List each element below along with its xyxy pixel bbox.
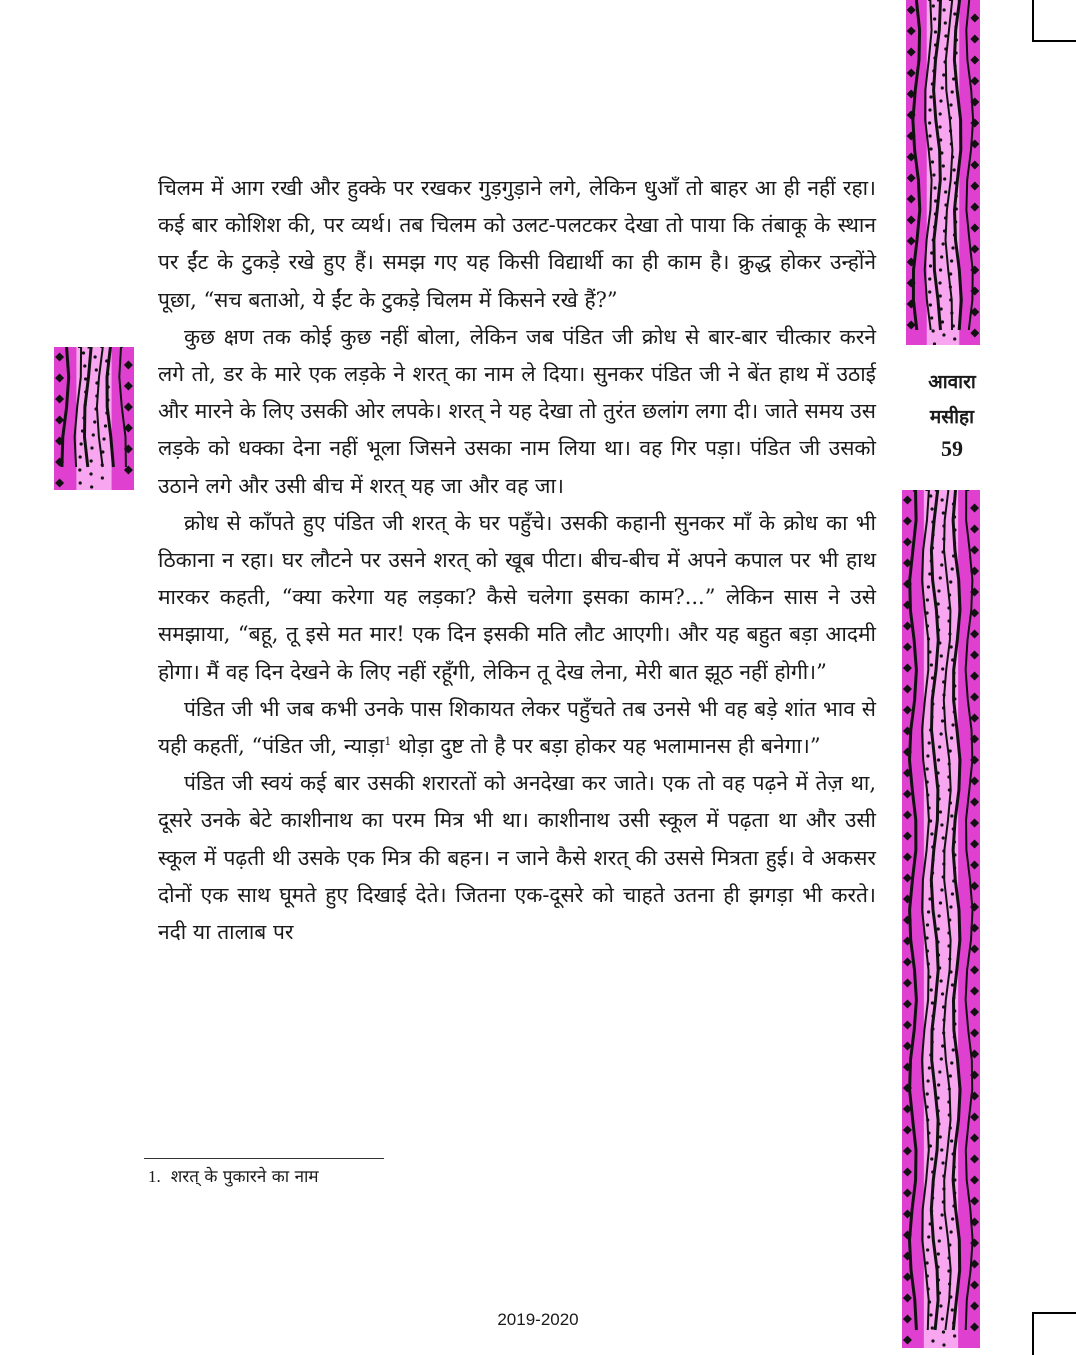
paragraph-4-part-1: पंडित जी भी जब कभी उनके पास शिकायत लेकर पहुँचते तब उनसे भी वह बड़े शांत भाव से यही कहतीं, “पंडित जी, न्याड़ा xyxy=(158,696,876,759)
footnote-divider xyxy=(144,1158,384,1159)
side-title-line1: आवारा xyxy=(928,371,976,393)
side-title-line2: मसीहा xyxy=(929,406,975,428)
page-number: 59 xyxy=(941,436,963,461)
decorative-strip-top-right xyxy=(906,0,980,345)
footnote-marker: 1 xyxy=(384,735,392,749)
year-label: 2019-2020 xyxy=(497,1310,579,1329)
paragraph-4 xyxy=(158,691,876,765)
paragraph-2: कुछ क्षण तक कोई कुछ नहीं बोला, लेकिन जब पंडित जी क्रोध से बार-बार चीत्कार करने लगे तो, डर के मारे एक लड़के ने शरत् का नाम ले दिया। सुनकर पंडित जी ने बेंत हाथ में उठाई और मारने के लिए उसकी ओर लपके। शरत् ने यह देखा तो तुरंत छलांग लगा दी। जाते समय उस लड़के को धक्का देना नहीं भूला जिसने उसका नाम लिया था। वह गिर पड़ा। पंडित जी उसको उठाने लगे और उसी बीच में शरत् यह जा और वह जा। xyxy=(158,324,876,498)
crop-mark-top-vertical xyxy=(1032,0,1034,42)
footnote-text: शरत् के पुकारने का नाम xyxy=(170,1167,319,1187)
paragraph-3: क्रोध से काँपते हुए पंडित जी शरत् के घर पहुँचे। उसकी कहानी सुनकर माँ के क्रोध का भी ठिकाना न रहा। घर लौटने पर उसने शरत् को खूब पीटा। बीच-बीच में अपने कपाल पर भी हाथ मारकर कहती, “क्या करेगा यह लड़का? कैसे चलेगा इसका काम?...” लेकिन सास ने उसे समझाया, “बहू, तू इसे मत मार! एक दिन इसकी मति लौट आएगी। और यह बहुत बड़ा आदमी होगा। मैं वह दिन देखने के लिए नहीं रहूँगी, लेकिन तू देख लेना, मेरी बात झूठ नहीं होगी।” xyxy=(158,510,876,684)
footnote-number: 1. xyxy=(148,1167,161,1186)
crop-mark-top-horizontal xyxy=(1032,40,1076,42)
body-text xyxy=(158,170,876,951)
paragraph-5: पंडित जी स्वयं कई बार उसकी शरारतों को अनदेखा कर जाते। एक तो वह पढ़ने में तेज़ था, दूसरे उनके बेटे काशीनाथ का परम मित्र भी था। काशीनाथ उसी स्कूल में पढ़ता था और उसी स्कूल में पढ़ती थी उसके एक मित्र की बहन। न जाने कैसे शरत् की उससे मित्रता हुई। वे अकसर दोनों एक साथ घूमते हुए दिखाई देते। जितना एक-दूसरे को चाहते उतना ही झगड़ा भी करते। नदी या तालाब पर xyxy=(158,771,876,945)
decorative-strip-left xyxy=(54,347,134,490)
paragraph-1: चिलम में आग रखी और हुक्के पर रखकर गुड़गुड़ाने लगे, लेकिन धुआँ तो बाहर आ ही नहीं रहा। कई बार कोशिश की, पर व्यर्थ। तब चिलम को उलट-पलटकर देखा तो पाया कि तंबाकू के स्थान पर ईंट के टुकड़े रखे हुए हैं। समझ गए यह किसी विद्यार्थी का ही काम है। क्रुद्ध होकर उन्होंने पूछा, “सच बताओ, ये ईंट के टुकड़े चिलम में किसने रखे हैं?” xyxy=(158,176,876,312)
decorative-strip-bottom-right xyxy=(902,490,980,1348)
footnote xyxy=(148,1164,319,1187)
paragraph-4-part-2: थोड़ा दुष्ट तो है पर बड़ा होकर यह भलामानस ही बनेगा।” xyxy=(391,734,821,759)
